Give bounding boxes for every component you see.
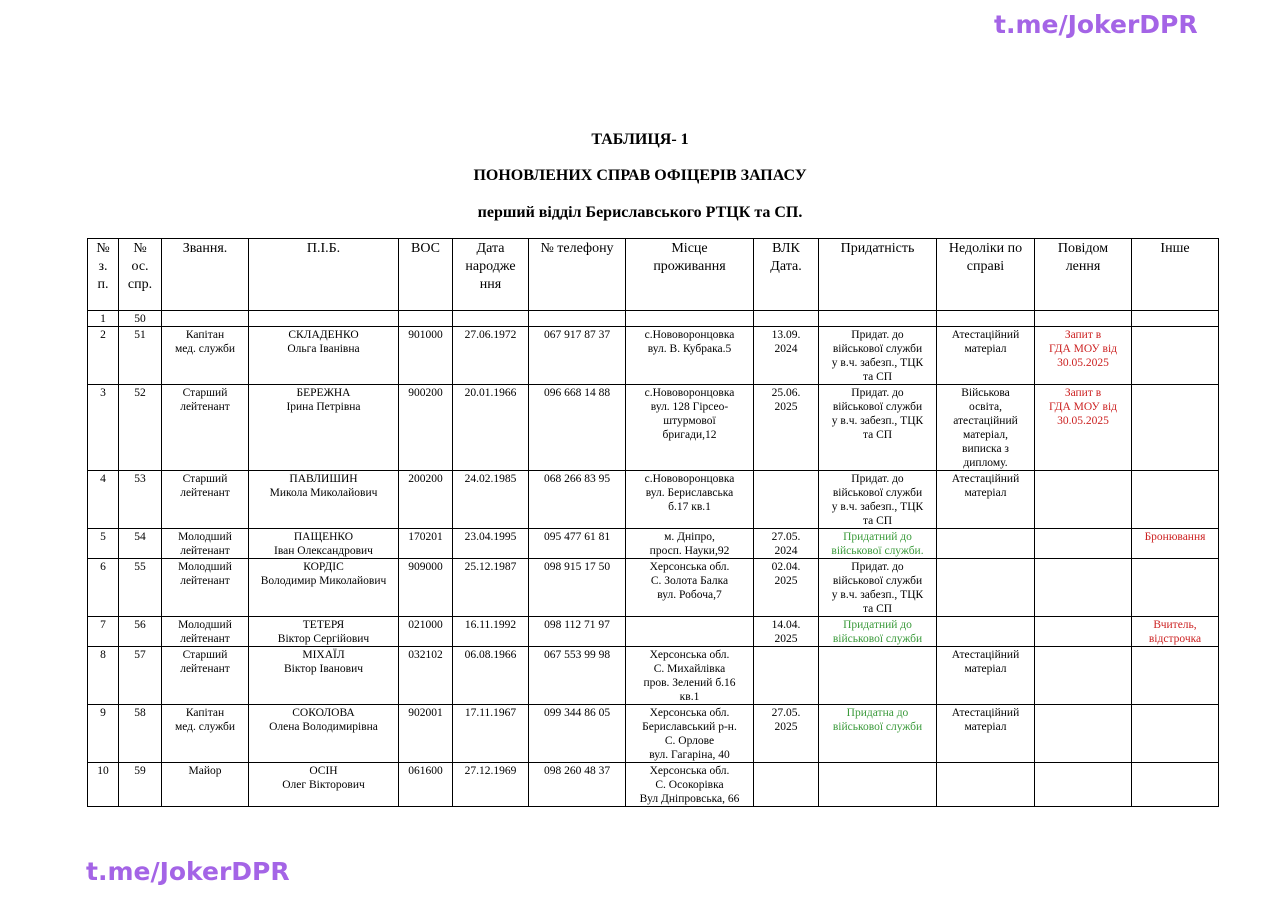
table-row [88, 327, 1219, 385]
cell-notice [1035, 559, 1132, 617]
cell-number: 2 [88, 327, 119, 385]
col-header-address: Місце проживання [626, 239, 754, 311]
cell-vlk-date: 02.04. 2025 [754, 559, 819, 617]
cell-vlk-date: 27.05. 2024 [754, 529, 819, 559]
cell-defects: Військова освіта, атестаційний матеріал, виписка з диплому. [937, 385, 1035, 471]
cell-vos: 170201 [399, 529, 453, 559]
cell-other [1132, 705, 1219, 763]
cell-fitness [819, 311, 937, 327]
cell-case-number: 56 [119, 617, 162, 647]
table-row [88, 311, 1219, 327]
cell-case-number: 51 [119, 327, 162, 385]
cell-other [1132, 647, 1219, 705]
cell-phone: 067 553 99 98 [529, 647, 626, 705]
cell-phone: 098 260 48 37 [529, 763, 626, 807]
cell-phone: 098 112 71 97 [529, 617, 626, 647]
cell-vlk-date [754, 471, 819, 529]
cell-defects [937, 311, 1035, 327]
cell-notice [1035, 647, 1132, 705]
cell-other [1132, 763, 1219, 807]
cell-fitness: Придатний до військової служби [819, 617, 937, 647]
cell-vos: 021000 [399, 617, 453, 647]
cell-notice [1035, 529, 1132, 559]
cell-vlk-date [754, 763, 819, 807]
cell-number: 9 [88, 705, 119, 763]
col-header-birth-date: Дата народже ння [453, 239, 529, 311]
cell-full-name: ОСІН Олег Вікторович [249, 763, 399, 807]
cell-vos: 901000 [399, 327, 453, 385]
cell-birth-date: 23.04.1995 [453, 529, 529, 559]
cell-phone: 095 477 61 81 [529, 529, 626, 559]
cell-other [1132, 311, 1219, 327]
cell-rank: Молодший лейтенант [162, 617, 249, 647]
cell-defects [937, 617, 1035, 647]
cell-full-name: ТЕТЕРЯ Віктор Сергійович [249, 617, 399, 647]
cell-other: Бронювання [1132, 529, 1219, 559]
cell-defects [937, 763, 1035, 807]
cell-case-number: 59 [119, 763, 162, 807]
cell-rank [162, 311, 249, 327]
cell-full-name [249, 311, 399, 327]
department-line: перший відділ Бериславського РТЦК та СП. [477, 204, 803, 221]
cell-other [1132, 385, 1219, 471]
cell-address: с.Нововоронцовка вул. 128 Гірсео- штурмової бригади,12 [626, 385, 754, 471]
cell-number: 7 [88, 617, 119, 647]
col-header-fitness: Придатність [819, 239, 937, 311]
cell-case-number: 58 [119, 705, 162, 763]
cell-fitness: Придатний до військової служби. [819, 529, 937, 559]
cell-defects [937, 559, 1035, 617]
col-header-phone: № телефону [529, 239, 626, 311]
col-header-defects: Недоліки по справі [937, 239, 1035, 311]
cell-notice [1035, 471, 1132, 529]
cell-phone: 096 668 14 88 [529, 385, 626, 471]
table-row [88, 471, 1219, 529]
cell-vlk-date: 13.09. 2024 [754, 327, 819, 385]
cell-address: Херсонська обл. Бериславський р-н. С. Орлове вул. Гагаріна, 40 [626, 705, 754, 763]
cell-vlk-date: 14.04. 2025 [754, 617, 819, 647]
cell-vos: 909000 [399, 559, 453, 617]
cell-defects: Атестаційний матеріал [937, 471, 1035, 529]
cell-vos [399, 311, 453, 327]
cell-notice: Запит в ГДА МОУ від 30.05.2025 [1035, 385, 1132, 471]
cell-other [1132, 327, 1219, 385]
cell-birth-date: 16.11.1992 [453, 617, 529, 647]
watermark-top: t.me/JokerDPR [994, 10, 1198, 39]
cell-number: 5 [88, 529, 119, 559]
cell-vos: 061600 [399, 763, 453, 807]
cell-fitness [819, 763, 937, 807]
cell-vos: 032102 [399, 647, 453, 705]
cell-full-name: СКЛАДЕНКО Ольга Іванівна [249, 327, 399, 385]
cell-rank: Старший лейтенант [162, 385, 249, 471]
col-header-vlk-date: ВЛК Дата. [754, 239, 819, 311]
cell-rank: Старший лейтенант [162, 471, 249, 529]
cell-fitness: Придатна до військової служби [819, 705, 937, 763]
cell-number: 6 [88, 559, 119, 617]
cell-notice: Запит в ГДА МОУ від 30.05.2025 [1035, 327, 1132, 385]
col-header-number: № з. п. [88, 239, 119, 311]
cell-rank: Капітан мед. служби [162, 705, 249, 763]
cell-birth-date: 27.12.1969 [453, 763, 529, 807]
cell-fitness: Придат. до військової служби у в.ч. забезп., ТЦК та СП [819, 471, 937, 529]
cell-birth-date: 17.11.1967 [453, 705, 529, 763]
col-header-full-name: П.І.Б. [249, 239, 399, 311]
cell-address: м. Дніпро, просп. Науки,92 [626, 529, 754, 559]
watermark-bottom: t.me/JokerDPR [86, 857, 290, 886]
cell-phone: 098 915 17 50 [529, 559, 626, 617]
cell-birth-date: 27.06.1972 [453, 327, 529, 385]
cell-fitness: Придат. до військової служби у в.ч. забезп., ТЦК та СП [819, 385, 937, 471]
cell-other [1132, 471, 1219, 529]
cell-birth-date: 25.12.1987 [453, 559, 529, 617]
cell-number: 8 [88, 647, 119, 705]
cell-case-number: 50 [119, 311, 162, 327]
cell-case-number: 57 [119, 647, 162, 705]
cell-rank: Молодший лейтенант [162, 559, 249, 617]
cell-case-number: 54 [119, 529, 162, 559]
table-subtitle: ПОНОВЛЕНИХ СПРАВ ОФІЦЕРІВ ЗАПАСУ [473, 167, 807, 184]
cell-full-name: ПАЩЕНКО Іван Олександрович [249, 529, 399, 559]
cell-vlk-date [754, 647, 819, 705]
cell-address [626, 617, 754, 647]
cell-address [626, 311, 754, 327]
cell-rank: Майор [162, 763, 249, 807]
cell-vos: 200200 [399, 471, 453, 529]
table-row [88, 647, 1219, 705]
cell-address: Херсонська обл. С. Осокорівка Вул Дніпровська, 66 [626, 763, 754, 807]
cell-defects: Атестаційний матеріал [937, 327, 1035, 385]
col-header-vos: ВОС [399, 239, 453, 311]
table-row [88, 617, 1219, 647]
cell-full-name: ПАВЛИШИН Микола Миколайович [249, 471, 399, 529]
cell-defects: Атестаційний матеріал [937, 647, 1035, 705]
officers-table [87, 238, 1219, 807]
table-row [88, 529, 1219, 559]
cell-full-name: КОРДІС Володимир Миколайович [249, 559, 399, 617]
cell-defects [937, 529, 1035, 559]
cell-full-name: БЕРЕЖНА Ірина Петрівна [249, 385, 399, 471]
cell-phone: 099 344 86 05 [529, 705, 626, 763]
cell-number: 10 [88, 763, 119, 807]
cell-vlk-date: 27.05. 2025 [754, 705, 819, 763]
cell-other: Вчитель, відстрочка [1132, 617, 1219, 647]
cell-fitness: Придат. до військової служби у в.ч. забезп., ТЦК та СП [819, 559, 937, 617]
cell-vos: 902001 [399, 705, 453, 763]
cell-address: с.Нововоронцовка вул. В. Кубрака.5 [626, 327, 754, 385]
cell-case-number: 52 [119, 385, 162, 471]
cell-case-number: 55 [119, 559, 162, 617]
table-row [88, 763, 1219, 807]
cell-vlk-date [754, 311, 819, 327]
cell-birth-date [453, 311, 529, 327]
col-header-notice: Повідом лення [1035, 239, 1132, 311]
table-row [88, 559, 1219, 617]
cell-rank: Старший лейтенант [162, 647, 249, 705]
cell-address: Херсонська обл. С. Михайлівка пров. Зелений б.16 кв.1 [626, 647, 754, 705]
cell-phone: 068 266 83 95 [529, 471, 626, 529]
cell-address: с.Нововоронцовка вул. Бериславська б.17 кв.1 [626, 471, 754, 529]
cell-notice [1035, 617, 1132, 647]
cell-number: 3 [88, 385, 119, 471]
table-title: ТАБЛИЦЯ- 1 [591, 131, 689, 148]
cell-number: 1 [88, 311, 119, 327]
cell-notice [1035, 705, 1132, 763]
col-header-rank: Звання. [162, 239, 249, 311]
cell-address: Херсонська обл. С. Золота Балка вул. Робоча,7 [626, 559, 754, 617]
table-row [88, 385, 1219, 471]
cell-notice [1035, 763, 1132, 807]
col-header-case-number: № ос. спр. [119, 239, 162, 311]
cell-defects: Атестаційний матеріал [937, 705, 1035, 763]
cell-rank: Молодший лейтенант [162, 529, 249, 559]
cell-phone: 067 917 87 37 [529, 327, 626, 385]
table-row [88, 705, 1219, 763]
cell-fitness [819, 647, 937, 705]
cell-other [1132, 559, 1219, 617]
cell-birth-date: 06.08.1966 [453, 647, 529, 705]
cell-notice [1035, 311, 1132, 327]
cell-birth-date: 20.01.1966 [453, 385, 529, 471]
cell-number: 4 [88, 471, 119, 529]
cell-full-name: СОКОЛОВА Олена Володимирівна [249, 705, 399, 763]
header-row [88, 239, 1219, 311]
cell-rank: Капітан мед. служби [162, 327, 249, 385]
cell-full-name: МІХАЇЛ Віктор Іванович [249, 647, 399, 705]
col-header-other: Інше [1132, 239, 1219, 311]
cell-birth-date: 24.02.1985 [453, 471, 529, 529]
cell-phone [529, 311, 626, 327]
cell-case-number: 53 [119, 471, 162, 529]
cell-vos: 900200 [399, 385, 453, 471]
cell-vlk-date: 25.06. 2025 [754, 385, 819, 471]
cell-fitness: Придат. до військової служби у в.ч. забезп., ТЦК та СП [819, 327, 937, 385]
